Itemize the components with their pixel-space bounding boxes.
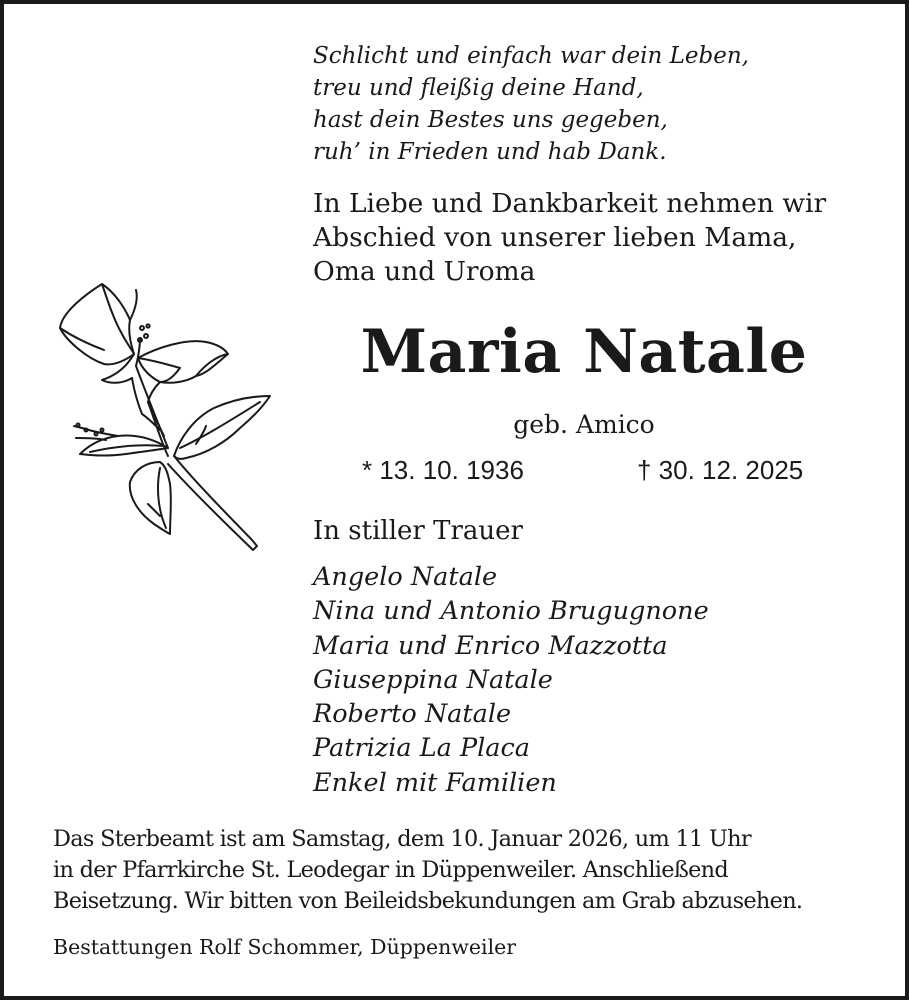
- ceremony-line: in der Pfarrkirche St. Leodegar in Düppenweiler. Anschließend: [53, 857, 728, 883]
- farewell-intro: [313, 187, 826, 289]
- birth-name: geb. Amico: [513, 410, 655, 439]
- poem: [313, 40, 749, 168]
- mourner-name: Enkel mit Familien: [313, 767, 557, 798]
- calla-lily-icon: [56, 278, 276, 558]
- intro-line: In Liebe und Dankbarkeit nehmen wir: [313, 188, 827, 219]
- mourner-name: Angelo Natale: [313, 562, 498, 592]
- mourner-name: Nina und Antonio Brugugnone: [313, 596, 709, 627]
- death-date: † 30. 12. 2025: [637, 455, 804, 485]
- intro-line: Abschied von unserer lieben Mama,: [313, 222, 797, 253]
- mourner-name: Maria und Enrico Mazzotta: [313, 630, 668, 661]
- mourner-name: Roberto Natale: [313, 699, 512, 730]
- mourner-name: Giuseppina Natale: [313, 664, 553, 695]
- deceased-name: Maria Natale: [360, 317, 808, 387]
- ceremony-line: Das Sterbeamt ist am Samstag, dem 10. Januar 2026, um 11 Uhr: [53, 826, 751, 852]
- mourner-list: [313, 560, 709, 800]
- mourning-heading: In stiller Trauer: [313, 516, 523, 546]
- undertaker-credit: Bestattungen Rolf Schommer, Düppenweiler: [53, 935, 517, 959]
- mourner-name: Patrizia La Placa: [313, 733, 530, 764]
- poem-line: hast dein Bestes uns gegeben,: [313, 107, 668, 133]
- ceremony-line: Beisetzung. Wir bitten von Beileidsbekundungen am Grab abzusehen.: [53, 888, 803, 914]
- birth-date: * 13. 10. 1936: [362, 455, 524, 485]
- poem-line: Schlicht und einfach war dein Leben,: [313, 43, 749, 69]
- poem-line: ruh’ in Frieden und hab Dank.: [313, 139, 667, 165]
- ceremony-notice: [53, 824, 802, 917]
- poem-line: treu und fleißig deine Hand,: [313, 75, 644, 101]
- intro-line: Oma und Uroma: [313, 256, 536, 287]
